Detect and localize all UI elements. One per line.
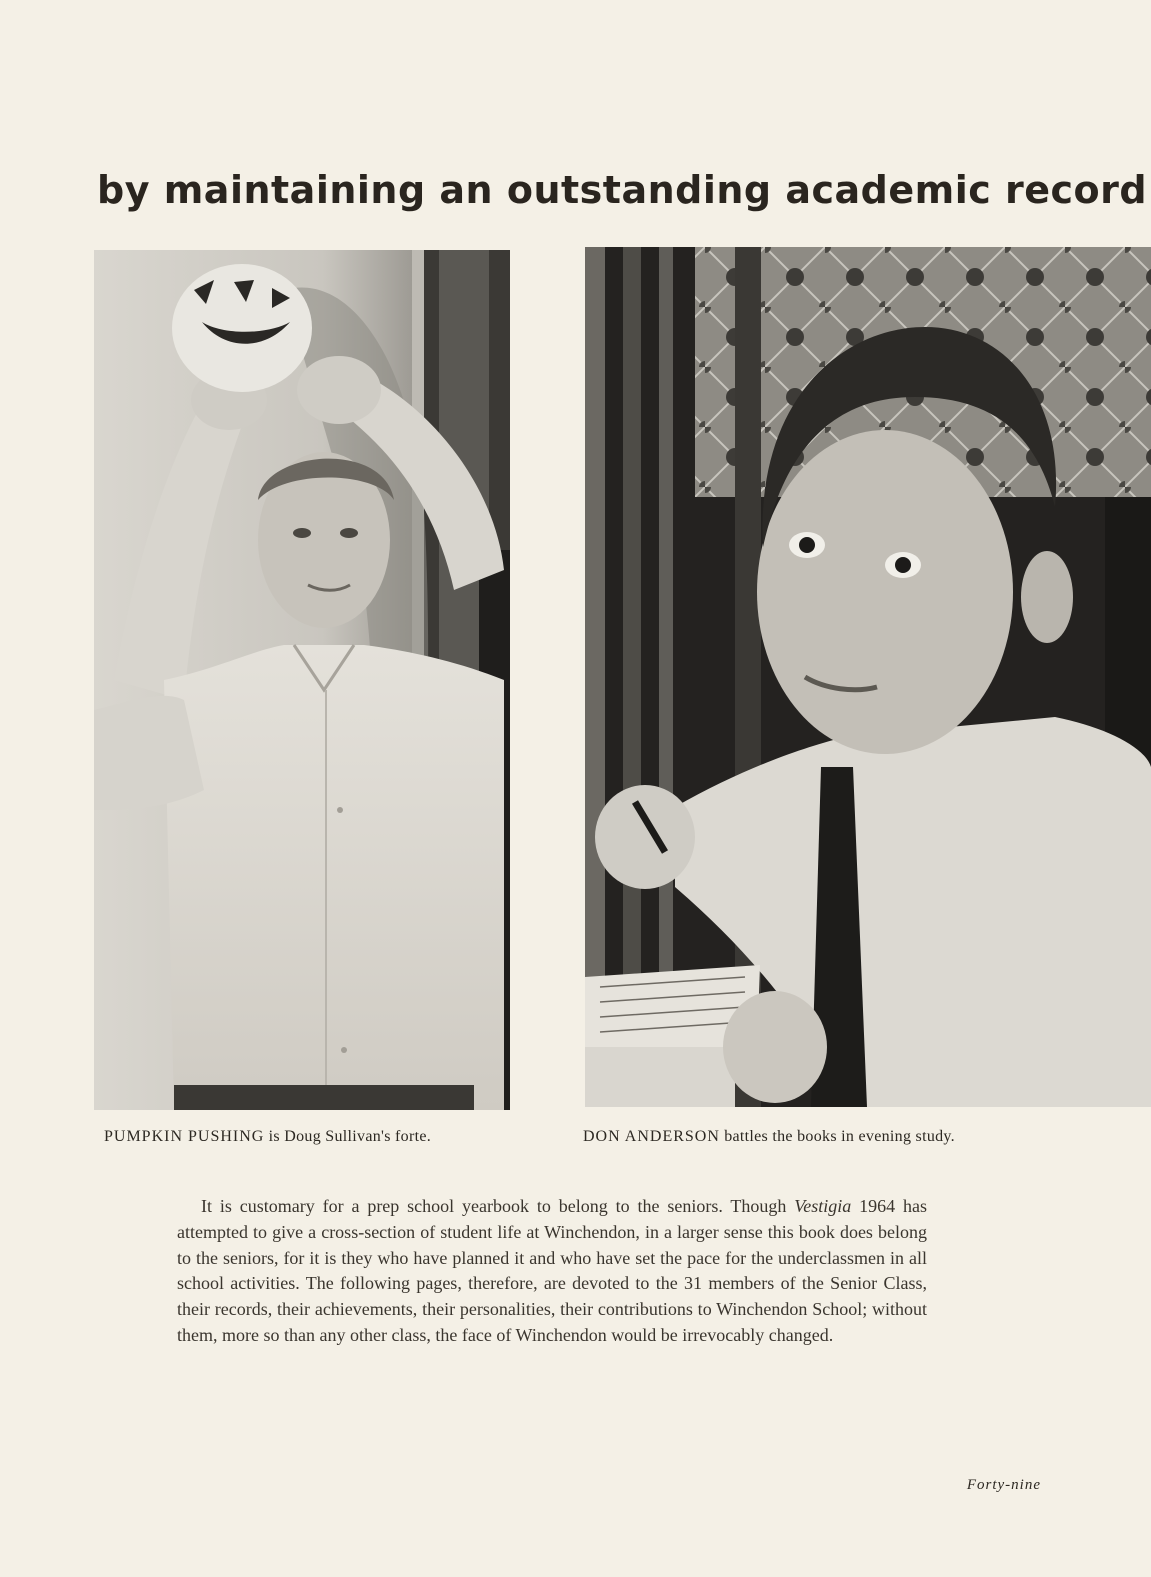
caption-evening-study [583,1128,955,1146]
intro-text-start: It is customary for a prep school yearbook to belong to the seniors. Though [201,1196,795,1216]
caption-pumpkin-pushing [104,1128,431,1146]
page-number: Forty-nine [966,1477,1041,1493]
photo-pumpkin-illustration [94,250,510,1110]
caption-left-rest: is Doug Sullivan's forte. [268,1128,432,1145]
yearbook-title: Vestigia [794,1196,852,1216]
photo-study-illustration [585,247,1151,1107]
caption-right-lead: DON ANDERSON [583,1128,720,1145]
intro-paragraph [177,1194,927,1349]
caption-left-lead: PUMPKIN PUSHING [104,1128,265,1145]
intro-text-end: 1964 has attempted to give a cross-section of student life at Winchendon, in a larger sense this book does belong to the seniors, for it is they who have planned it and who have set the pace for the underclassmen in all school activities. The following pages, therefore, are devoted to the 31 members of the Senior Class, their records, their achievements, their personalities, their contributions to Winchendon School; without them, more so than any other class, the face of Winchendon would be irrevocably changed. [177,1196,928,1345]
photo-evening-study [585,247,1151,1107]
caption-right-rest: battles the books in evening study. [724,1128,955,1145]
photo-pumpkin-pushing [94,250,510,1110]
page-headline: by maintaining an outstanding academic record [97,168,1148,212]
